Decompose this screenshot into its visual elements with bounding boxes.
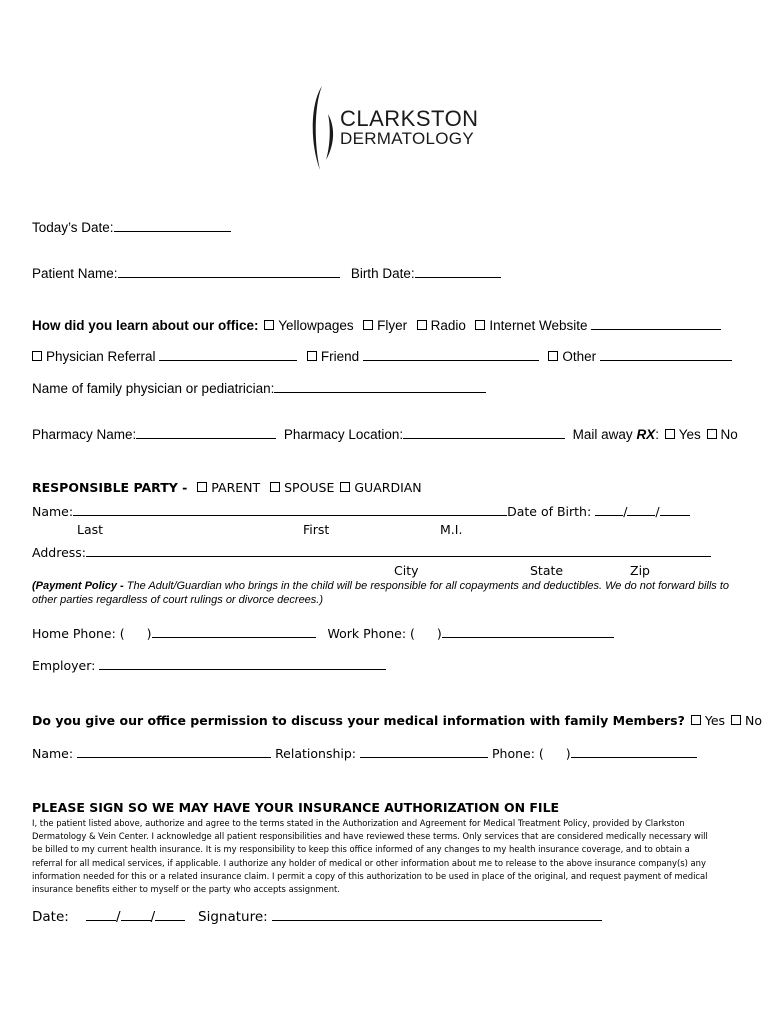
mail-away-yes-label: Yes [678, 427, 701, 442]
patient-name-field[interactable] [118, 264, 340, 278]
pharmacy-row: Pharmacy Name: Pharmacy Location: Mail away RX: Yes No [32, 427, 738, 442]
signature-row: Date: / / Signature: [32, 907, 602, 925]
responsible-name-row: Name: Date of Birth: / / [32, 502, 690, 519]
internet-field[interactable] [591, 316, 721, 330]
physician-referral-checkbox[interactable] [32, 351, 42, 361]
responsible-heading: RESPONSIBLE PARTY - [32, 480, 188, 495]
family-physician-field[interactable] [274, 379, 486, 393]
logo-line1: CLARKSTON [340, 106, 479, 131]
permission-row [32, 713, 762, 728]
signature-field[interactable] [272, 907, 602, 921]
other-label: Other [562, 349, 597, 364]
guardian-label: GUARDIAN [354, 480, 422, 495]
permission-no-checkbox[interactable] [731, 715, 741, 725]
employer-row [32, 656, 386, 673]
responsible-heading-row [32, 480, 422, 495]
learn-row-1 [32, 316, 721, 333]
authorization-heading: PLEASE SIGN SO WE MAY HAVE YOUR INSURANCE AUTHORIZATION ON FILE [32, 800, 560, 815]
pharmacy-location-label: Pharmacy Location: [283, 427, 404, 442]
rx-label: RX [636, 427, 656, 442]
home-phone-field[interactable] [152, 624, 316, 638]
yellowpages-label: Yellowpages [278, 318, 354, 333]
signature-label: Signature: [198, 909, 268, 925]
address-field[interactable] [86, 543, 711, 557]
address-row [32, 543, 711, 560]
physician-referral-field[interactable] [159, 347, 297, 361]
logo-mark-icon [308, 84, 338, 172]
responsible-name-label: Name: [32, 504, 74, 519]
spouse-checkbox[interactable] [270, 482, 280, 492]
mi-sublabel: M.I. [440, 522, 463, 537]
payment-policy [32, 579, 744, 607]
physician-referral-label: Physician Referral [46, 349, 156, 364]
patient-name-label: Patient Name: [32, 266, 118, 281]
family-physician-label: Name of family physician or pediatrician: [32, 381, 275, 396]
home-phone-label: Home Phone: ( [32, 626, 125, 641]
internet-label: Internet Website [489, 318, 588, 333]
spouse-label: SPOUSE [284, 480, 335, 495]
sign-date-label: Date: [32, 909, 69, 925]
birth-date-field[interactable] [415, 264, 501, 278]
sign-date-day-field[interactable] [121, 907, 151, 921]
learn-row-2 [30, 347, 732, 364]
first-sublabel: First [303, 522, 330, 537]
permission-yes-checkbox[interactable] [691, 715, 701, 725]
learn-question: How did you learn about our office: [32, 318, 259, 333]
member-name-field[interactable] [77, 744, 271, 758]
friend-checkbox[interactable] [307, 351, 317, 361]
mail-away-no-label: No [720, 427, 738, 442]
phone-row: Home Phone: ( ) Work Phone: ( ) [32, 624, 614, 641]
work-phone-field[interactable] [442, 624, 614, 638]
family-member-row: Name: Relationship: Phone: ( ) [32, 744, 697, 761]
employer-label: Employer: [32, 658, 96, 673]
pharmacy-name-label: Pharmacy Name: [32, 427, 137, 442]
city-sublabel: City [394, 563, 419, 578]
pharmacy-name-field[interactable] [136, 425, 276, 439]
zip-sublabel: Zip [630, 563, 650, 578]
address-label: Address: [32, 545, 86, 560]
internet-checkbox[interactable] [475, 320, 485, 330]
clarkston-logo [308, 84, 478, 174]
sign-date-month-field[interactable] [86, 907, 116, 921]
patient-row [32, 264, 501, 281]
logo-line2: DERMATOLOGY [340, 129, 474, 148]
flyer-checkbox[interactable] [363, 320, 373, 330]
dob-day-field[interactable] [627, 502, 655, 516]
todays-date-label: Today’s Date: [32, 220, 114, 235]
responsible-name-field[interactable] [73, 502, 507, 516]
other-field[interactable] [600, 347, 732, 361]
payment-policy-text: The Adult/Guardian who brings in the child will be responsible for all copayments and deductibles. We do not forward bills to other parties regardless of court rulings or divorce decrees.) [32, 580, 730, 606]
radio-checkbox[interactable] [417, 320, 427, 330]
guardian-checkbox[interactable] [340, 482, 350, 492]
dob-year-field[interactable] [660, 502, 690, 516]
work-phone-label: Work Phone: ( [327, 626, 415, 641]
dob-month-field[interactable] [595, 502, 623, 516]
authorization-text: I, the patient listed above, authorize and agree to the terms stated in the Authorization and Agreement for Medical Treatment Policy, provided by Clarkston Dermatology & Vein Center. I acknowledge all patient responsibilities and have reviewed these terms. Only services that are considered medically necessary will be billed to my current health insurance. It is my responsibility to keep this office informed of any changes to my health insurance coverage, and to obtain a referral for all medical services, if applicable. I authorize any holder of medical or other information about me to release to the above insurance company(s) any information needed for this or a related insurance claim. I permit a copy of this authorization to be used in place of the original, and request payment of medical insurance benefits either to myself or the party who accepts assignment. [32, 818, 708, 895]
parent-label: PARENT [211, 480, 261, 495]
state-sublabel: State [530, 563, 564, 578]
other-checkbox[interactable] [548, 351, 558, 361]
sign-date-year-field[interactable] [155, 907, 185, 921]
permission-no-label: No [745, 713, 763, 728]
yellowpages-checkbox[interactable] [264, 320, 274, 330]
responsible-dob-label: Date of Birth: [507, 504, 592, 519]
birth-date-label: Birth Date: [350, 266, 415, 281]
last-sublabel: Last [77, 522, 104, 537]
member-phone-field[interactable] [571, 744, 697, 758]
friend-field[interactable] [363, 347, 539, 361]
employer-field[interactable] [99, 656, 386, 670]
pharmacy-location-field[interactable] [403, 425, 565, 439]
todays-date-row [32, 218, 231, 235]
payment-policy-label: (Payment Policy - [32, 580, 124, 592]
family-physician-row [32, 379, 486, 396]
relationship-field[interactable] [360, 744, 488, 758]
member-phone-label: Phone: ( [491, 746, 544, 761]
todays-date-field[interactable] [114, 218, 231, 232]
mail-away-label: Mail away [572, 427, 633, 442]
mail-away-no-checkbox[interactable] [707, 429, 717, 439]
permission-yes-label: Yes [704, 713, 726, 728]
friend-label: Friend [320, 349, 360, 364]
parent-checkbox[interactable] [197, 482, 207, 492]
radio-label: Radio [430, 318, 466, 333]
relationship-label: Relationship: [275, 746, 357, 761]
mail-away-yes-checkbox[interactable] [665, 429, 675, 439]
flyer-label: Flyer [377, 318, 408, 333]
member-name-label: Name: [32, 746, 74, 761]
permission-question: Do you give our office permission to discuss your medical information with family Members? [32, 713, 685, 728]
